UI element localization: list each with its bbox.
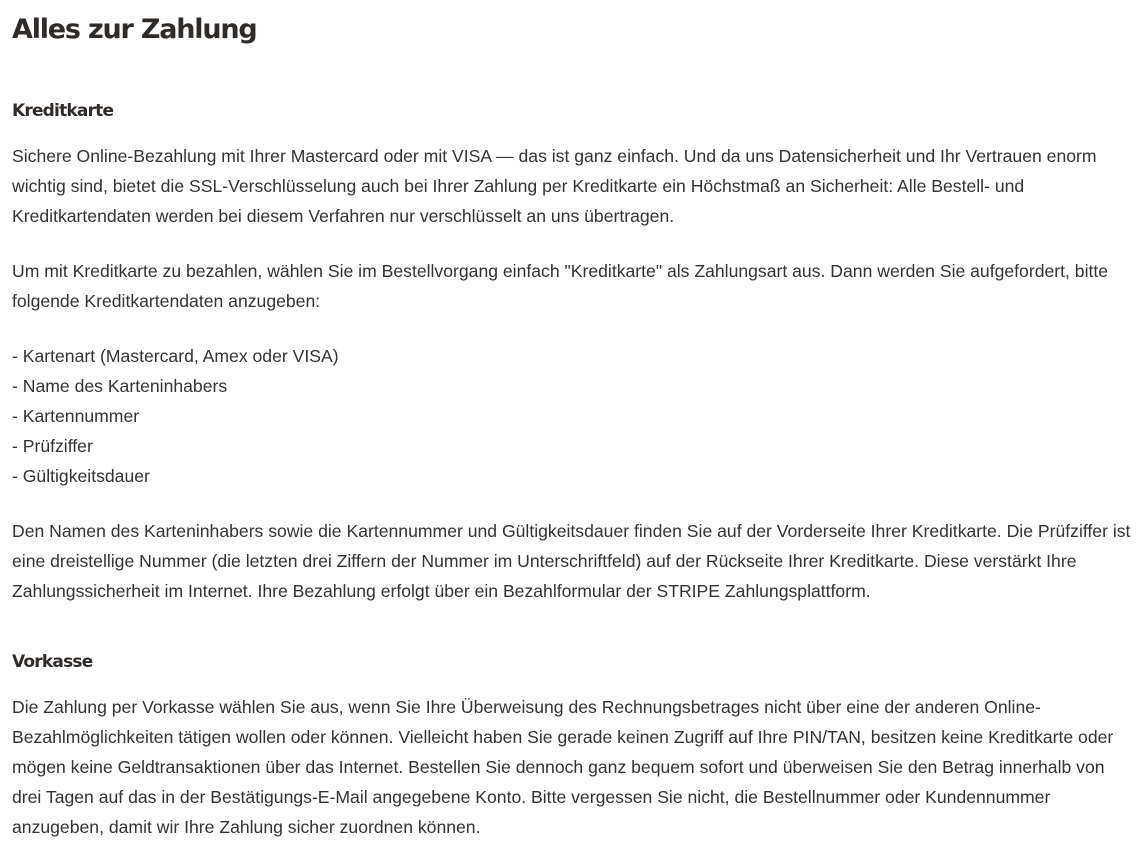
section-vorkasse — [12, 650, 1134, 842]
section-heading-kreditkarte: Kreditkarte — [12, 101, 114, 121]
list-item: - Kartennummer — [12, 406, 140, 426]
vorkasse-paragraph: Die Zahlung per Vorkasse wählen Sie aus, wenn Sie Ihre Überweisung des Rechnungsbetrages nicht über eine der anderen Online-Bezahlmöglichkeiten tätigen wollen oder können. Vielleicht haben Sie gerade keinen Zugriff auf Ihre PIN/TAN, besitzen keine Kreditkarte oder mögen keine Geldtransaktionen über das Internet. Bestellen Sie dennoch ganz bequem sofort und überweisen Sie den Betrag innerhalb von drei Tagen auf das in der Bestätigungs-E-Mail angegebene Konto. Bitte vergessen Sie nicht, die Bestellnummer oder Kundennummer anzugeben, damit wir Ihre Zahlung sicher zuordnen können. — [12, 697, 1114, 837]
kreditkarte-data-list — [12, 341, 1134, 491]
section-heading-vorkasse: Vorkasse — [12, 652, 93, 672]
payment-info-page — [12, 0, 1134, 842]
kreditkarte-intro-paragraph: Sichere Online-Bezahlung mit Ihrer Mastercard oder mit VISA — das ist ganz einfach. Und da uns Datensicherheit und Ihr Vertrauen enorm wichtig sind, bietet die SSL-Verschlüsselung auch bei Ihrer Zahlung per Kreditkarte ein Höchstmaß an Sicherheit: Alle Bestell- und Kreditkartendaten werden bei diesem Verfahren nur verschlüsselt an uns übertragen. — [12, 146, 1097, 226]
kreditkarte-howto-paragraph: Um mit Kreditkarte zu bezahlen, wählen Sie im Bestellvorgang einfach "Kreditkarte" als Zahlungsart aus. Dann werden Sie aufgefordert, bitte folgende Kreditkartendaten anzugeben: — [12, 261, 1109, 311]
list-item: - Kartenart (Mastercard, Amex oder VISA) — [12, 346, 339, 366]
page-title: Alles zur Zahlung — [12, 14, 257, 45]
list-item: - Prüfziffer — [12, 436, 93, 456]
list-item: - Gültigkeitsdauer — [12, 466, 150, 486]
kreditkarte-details-paragraph: Den Namen des Karteninhabers sowie die Kartennummer und Gültigkeitsdauer finden Sie auf der Vorderseite Ihrer Kreditkarte. Die Prüfziffer ist eine dreistellige Nummer (die letzten drei Ziffern der Nummer im Unterschriftfeld) auf der Rückseite Ihrer Kreditkarte. Diese verstärkt Ihre Zahlungssicherheit im Internet. Ihre Bezahlung erfolgt über ein Bezahlformular der STRIPE Zahlungsplattform. — [12, 521, 1131, 601]
list-item: - Name des Karteninhabers — [12, 376, 228, 396]
section-kreditkarte — [12, 99, 1134, 606]
